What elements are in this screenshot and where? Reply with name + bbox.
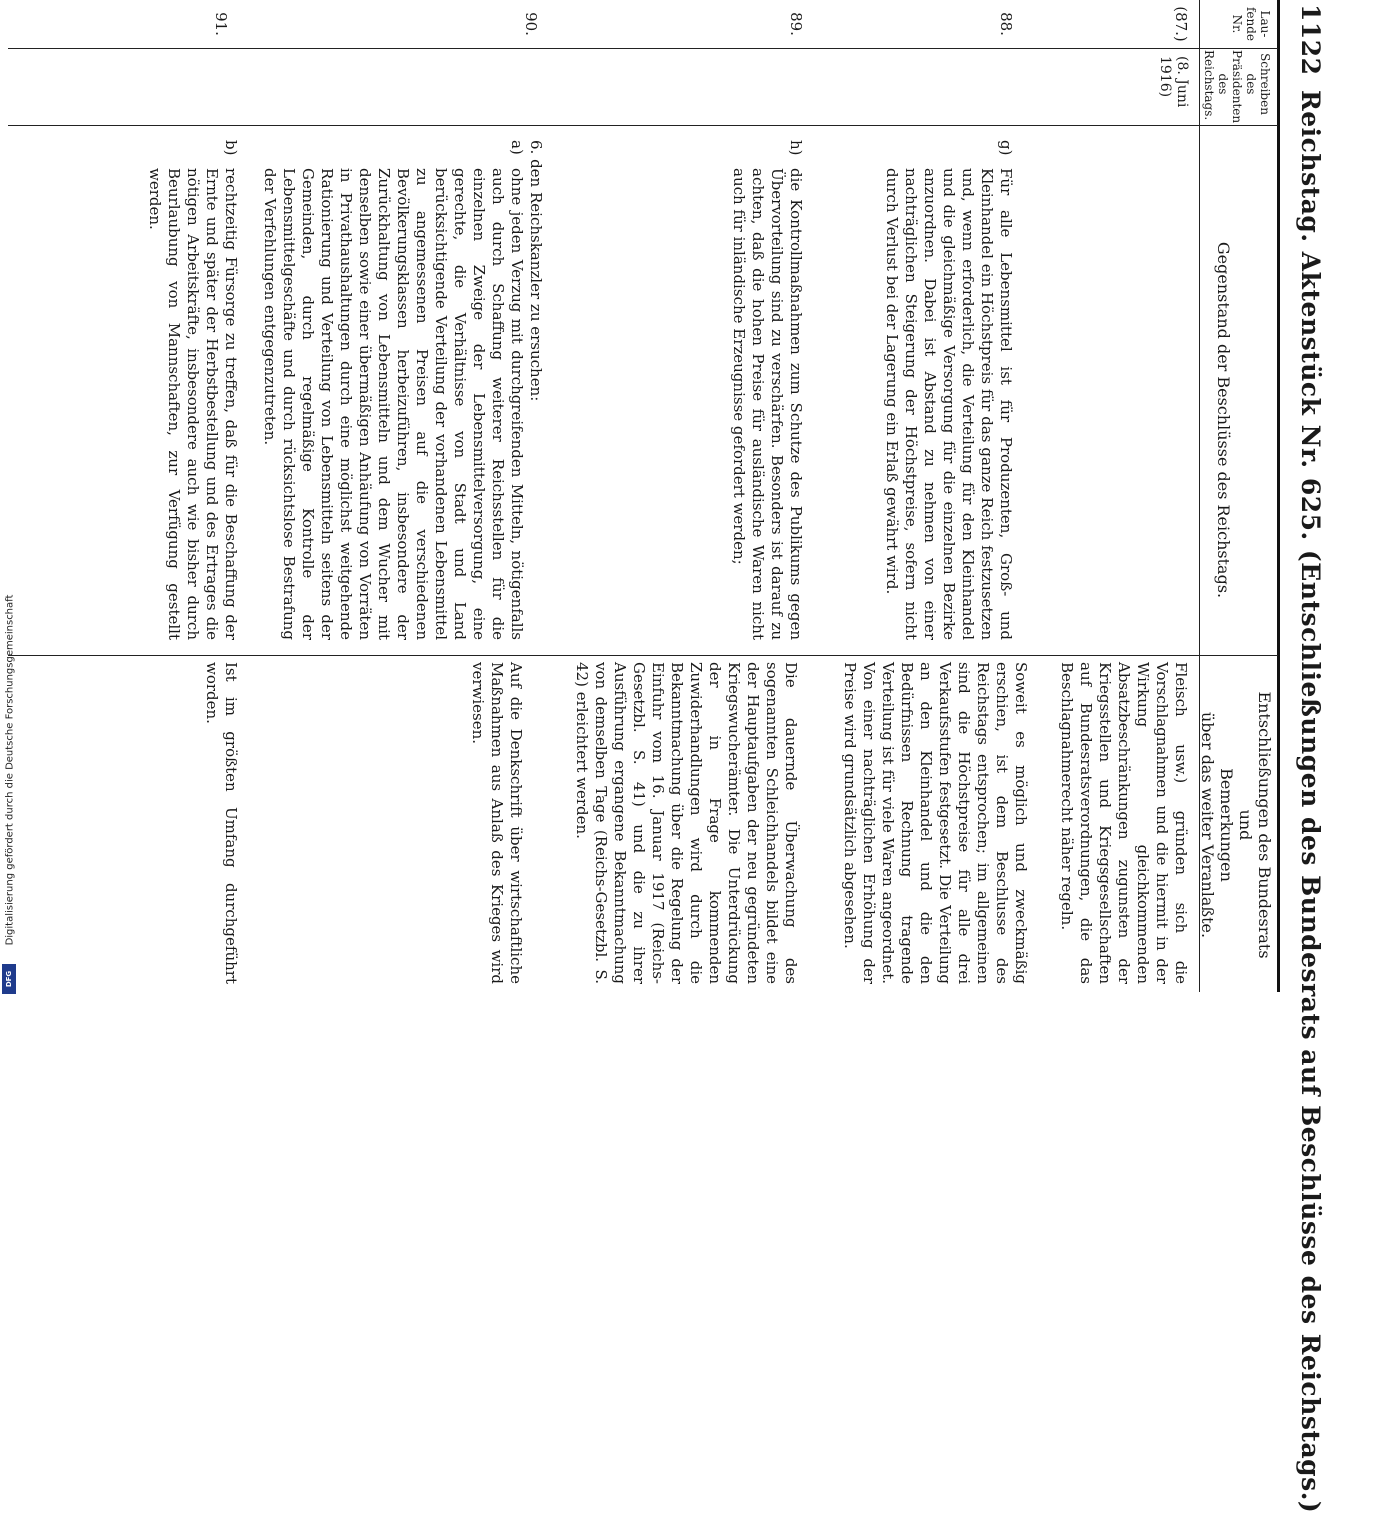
column-divider-1	[8, 48, 1278, 49]
response-text: Soweit es möglich und zweckmäßig erschien, ist dem Beschlusse des Reichstags entsprochen; im allgemeinen sind die Höchstpreise für alle drei Verkaufsstufen festgesetzt. Die Verteilung an den Kleinhandel und die den Bedürfnissen Rechnung tragende Verteilung ist für viele Waren angeordnet. Von einer nachträglichen Erhöhung der Preise wird grundsätzlich abgesehen.	[841, 662, 1030, 984]
page-title: Reichstag. Aktenstück Nr. 625. (Entschließungen des Bundesrats auf Beschlüsse des Reichstags.)	[1296, 90, 1325, 1513]
column-divider-2	[8, 125, 1278, 126]
heading-lfd-nr: Lau- fende Nr.	[1230, 6, 1272, 42]
response-text: Fleisch usw.) gründen sich die Vorschlagnahmen und die hiermit in der Wirkung gleichkommenden Absatzbeschränkungen zugunsten der Kriegsstellen und Kriegsgesellschaften auf Bundesratsverordnungen, die das Beschlagnahmerecht näher regeln.	[1058, 662, 1190, 984]
row-number: (87.)	[1172, 6, 1190, 42]
heading-gegenstand: Gegenstand der Beschlüsse des Reichstags.	[1214, 241, 1233, 599]
row-number: 90.	[522, 12, 540, 36]
page-number: 1122	[1296, 4, 1325, 76]
item-intro: 6. den Reichskanzler zu ersuchen:	[527, 140, 545, 402]
item-label: h)	[787, 140, 805, 156]
row-number: 89.	[787, 12, 805, 36]
resolution-item	[145, 140, 240, 640]
row-number: 91.	[212, 12, 230, 36]
letter-date: (8. Juni 1916)	[1157, 56, 1190, 108]
funding-note-text: Digitalisierung gefördert durch die Deutsche Forschungsgemeinschaft	[4, 594, 16, 946]
resolution-item	[260, 140, 545, 640]
column-divider-3	[8, 655, 1278, 656]
header-rule	[1277, 0, 1280, 992]
item-label: g)	[997, 140, 1015, 156]
heading-schreiben: Schreiben des Präsidenten des Reichstags.	[1202, 50, 1272, 124]
resolution-item	[882, 140, 1015, 640]
heading-entschliessungen: Entschließungen des Bundesrats und Bemerkungen über das weiter Veranlaßte.	[1198, 691, 1274, 959]
item-label: b)	[222, 140, 240, 156]
item-label: a)	[508, 140, 526, 155]
resolution-item	[729, 140, 805, 640]
item-text: ohne jeden Verzug mit durchgreifenden Mitteln, nötigenfalls auch durch Schaffung weiterer Reichsstellen für die einzelnen Zweige der Lebensmittelversorgung, eine gerechte, die Verhältnisse von Stadt und Land berücksichtigende Verteilung der vorhandenen Lebensmittel zu angemessenen Preisen auf die verschiedenen Bevölkerungsklassen herbeizuführen, insbesondere der Zurückhaltung von Lebensmitteln und dem Wucher mit denselben sowie einer übermäßigen Anhäufung von Vorräten in Privathaushaltungen durch eine möglichst weitgehende Rationierung und Verteilung von Lebensmitteln seitens der Gemeinden, durch regelmäßige Kontrolle der Lebensmittelgeschäfte und durch rücksichtslose Bestrafung der Verfehlungen entgegenzutreten.	[261, 168, 526, 640]
funding-note	[3, 540, 17, 1000]
item-text: die Kontrollmaßnahmen zum Schutze des Publikums gegen Übervorteilung sind zu verschärfen. Besonders ist darauf zu achten, daß die hohen Preise für ausländische Waren nicht auch für inländische Erzeugnisse gefordert werden;	[730, 168, 805, 640]
response-text: Die dauernde Überwachung des sogenannten Schleichhandels bildet eine der Hauptaufgaben der neu gegründeten Kriegswucherämter. Die Unterdrückung der in Frage kommenden Zuwiderhandlungen wird durch die Bekanntmachung über die Regelung der Einfuhr vom 16. Januar 1917 (Reichs-Gesetzbl. S. 41) und die zu ihrer Ausführung ergangene Bekanntmachung von demselben Tage (Reichs-Gesetzbl. S. 42) erleichtert werden.	[573, 662, 800, 984]
dfg-logo	[2, 964, 16, 994]
response-text: Ist im größten Umfang durchgeführt worden.	[203, 662, 240, 984]
item-text: rechtzeitig Fürsorge zu treffen, daß für die Beschaffung der Ernte und später der Herbstbestellung und des Ertrages die nötigen Arbeitskräfte, insbesondere auch wie bisher durch Beurlaubung von Mannschaften, zur Verfügung gestellt werden.	[146, 168, 240, 640]
row-number: 88.	[997, 12, 1015, 36]
page-header	[1286, 4, 1326, 1513]
item-text: Für alle Lebensmittel ist für Produzenten, Groß- und Kleinhandel ein Höchstpreis für das ganze Reich festzusetzen und, wenn erforderlich, die Verteilung für den Kleinhandel und die gleichmäßige Versorgung für die einzelnen Bezirke anzuordnen. Dabei ist Abstand zu nehmen von einer nachträglichen Steigerung der Höchstpreise, sofern nicht durch Verlust bei der Lagerung ein Erlaß gewährt wird.	[883, 168, 1015, 640]
dfg-logo-text: DFG	[5, 970, 13, 988]
response-text: Auf die Denkschrift über wirtschaftliche Maßnahmen aus Anlaß des Krieges wird verwiesen.	[469, 662, 525, 984]
